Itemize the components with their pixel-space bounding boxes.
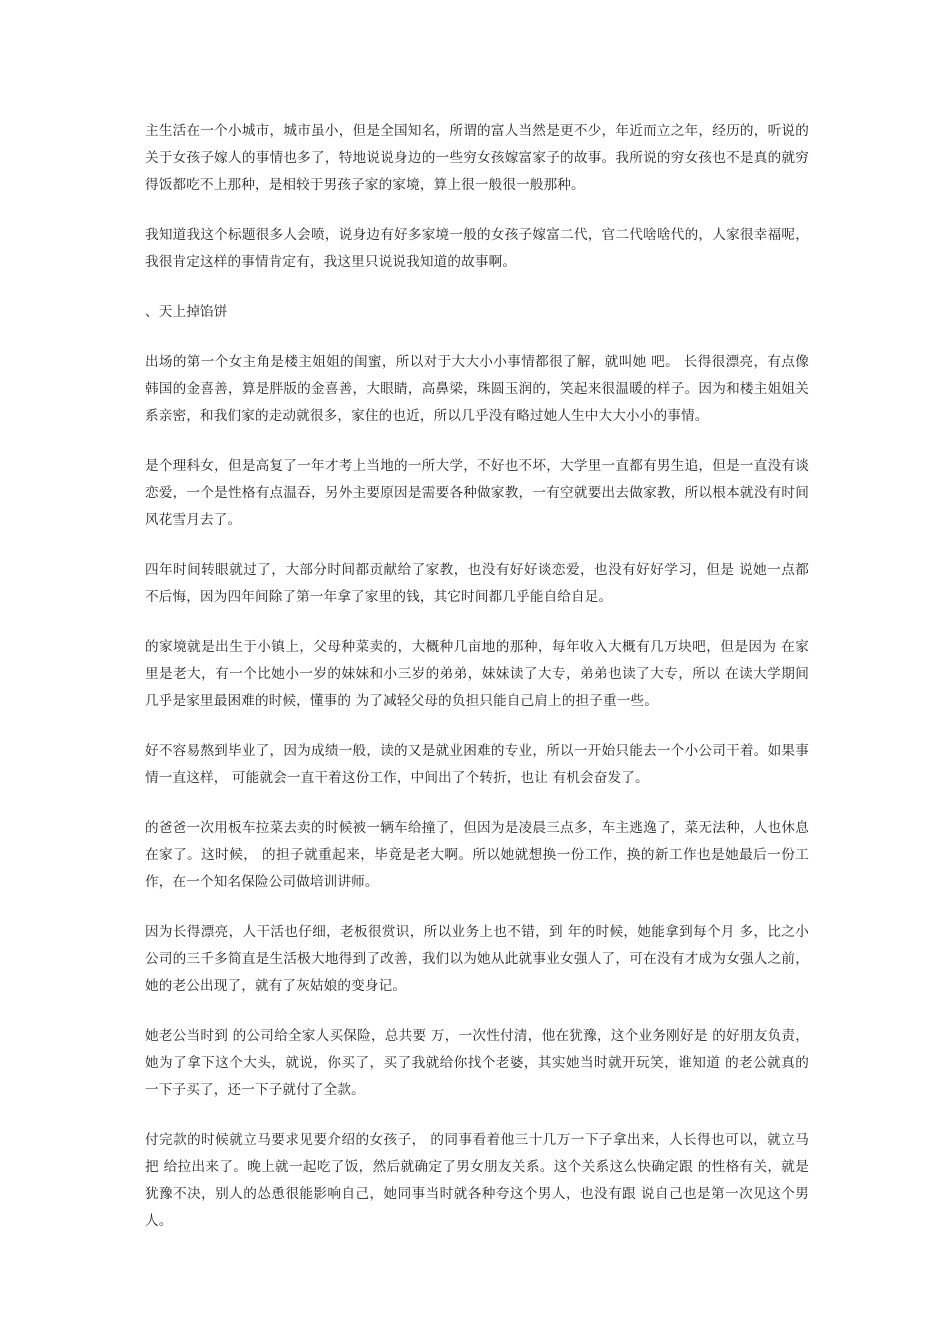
paragraph-four-years: 四年时间转眼就过了，大部分时间都贡献给了家教，也没有好好谈恋爱，也没有好好学习，但是 说她一点都不后悔，因为四年间除了第一年拿了家里的钱，其它时间都几乎能自给自足。 bbox=[145, 562, 809, 605]
paragraph-career: 因为长得漂亮，人干活也仔细，老板很赏识，所以业务上也不错，到 年的时候，她能拿到每个月 多，比之小公司的三千多简直是生活极大地得到了改善，我们以为她从此就事业女强人了，可在没有才成为女强人之前，她的老公出现了，就有了灰姑娘的变身记。 bbox=[145, 924, 809, 994]
paragraph-disclaimer: 我知道我这个标题很多人会喷，说身边有好多家境一般的女孩子嫁富二代，官二代啥啥代的，人家很幸福呢，我很肯定这样的事情肯定有，我这里只说说我知道的故事啊。 bbox=[145, 227, 809, 270]
section-heading: 、天上掉馅饼 bbox=[145, 304, 228, 320]
paragraph-father-accident: 的爸爸一次用板车拉菜去卖的时候被一辆车给撞了，但因为是凌晨三点多，车主逃逸了，菜无法种，人也休息在家了。这时候， 的担子就重起来，毕竟是老大啊。所以她就想换一份工作，换的新工作也是她最后一份工作，在一个知名保险公司做培训讲师。 bbox=[145, 820, 809, 890]
paragraph-first-meeting: 付完款的时候就立马要求见要介绍的女孩子， 的同事看着他三十几万一下子拿出来，人长得也可以，就立马把 给拉出来了。晚上就一起吃了饭，然后就确定了男女朋友关系。这个关系这么快确定跟 的性格有关，就是犹豫不决，别人的怂恿很能影响自己，她同事当时就各种夸这个男人，也没有跟 说自己也是第一次见这个男人。 bbox=[145, 1132, 809, 1229]
paragraph-character-intro: 出场的第一个女主角是楼主姐姐的闺蜜，所以对于大大小小事情都很了解，就叫她 吧。 长得很漂亮，有点像韩国的金喜善，算是胖版的金喜善，大眼睛，高鼻梁，珠圆玉润的，笑起来很温暖的样子。因为和楼主姐姐关系亲密，和我们家的走动就很多，家住的也近，所以几乎没有略过她人生中大大小小的事情。 bbox=[145, 354, 809, 424]
paragraph-intro: 主生活在一个小城市，城市虽小，但是全国知名，所谓的富人当然是更不少，年近而立之年，经历的，听说的关于女孩子嫁人的事情也多了，特地说说身边的一些穷女孩嫁富家子的故事。我所说的穷女孩也不是真的就穷得饭都吃不上那种，是相较于男孩子家的家境，算上很一般很一般那种。 bbox=[145, 123, 809, 193]
paragraph-graduation: 好不容易熬到毕业了，因为成绩一般，读的又是就业困难的专业，所以一开始只能去一个小公司干着。如果事情一直这样， 可能就会一直干着这份工作，中间出了个转折，也让 有机会奋发了。 bbox=[145, 743, 809, 786]
paragraph-insurance: 她老公当时到 的公司给全家人买保险，总共要 万，一次性付清，他在犹豫，这个业务刚好是 的好朋友负责，她为了拿下这个大头，就说，你买了，买了我就给你找个老婆，其实她当时就开玩笑，谁知道 的老公就真的一下子买了，还一下子就付了全款。 bbox=[145, 1028, 809, 1098]
document-body bbox=[145, 118, 809, 1258]
paragraph-family: 的家境就是出生于小镇上，父母种菜卖的，大概种几亩地的那种，每年收入大概有几万块吧，但是因为 在家里是老大，有一个比她小一岁的妹妹和小三岁的弟弟，妹妹读了大专，弟弟也读了大专，所以 在读大学期间几乎是家里最困难的时候，懂事的 为了减轻父母的负担只能自己肩上的担子重一些。 bbox=[145, 639, 809, 709]
paragraph-college: 是个理科女，但是高复了一年才考上当地的一所大学，不好也不坏，大学里一直都有男生追，但是一直没有谈恋爱，一个是性格有点温吞，另外主要原因是需要各种做家教，一有空就要出去做家教，所以根本就没有时间风花雪月去了。 bbox=[145, 458, 809, 528]
